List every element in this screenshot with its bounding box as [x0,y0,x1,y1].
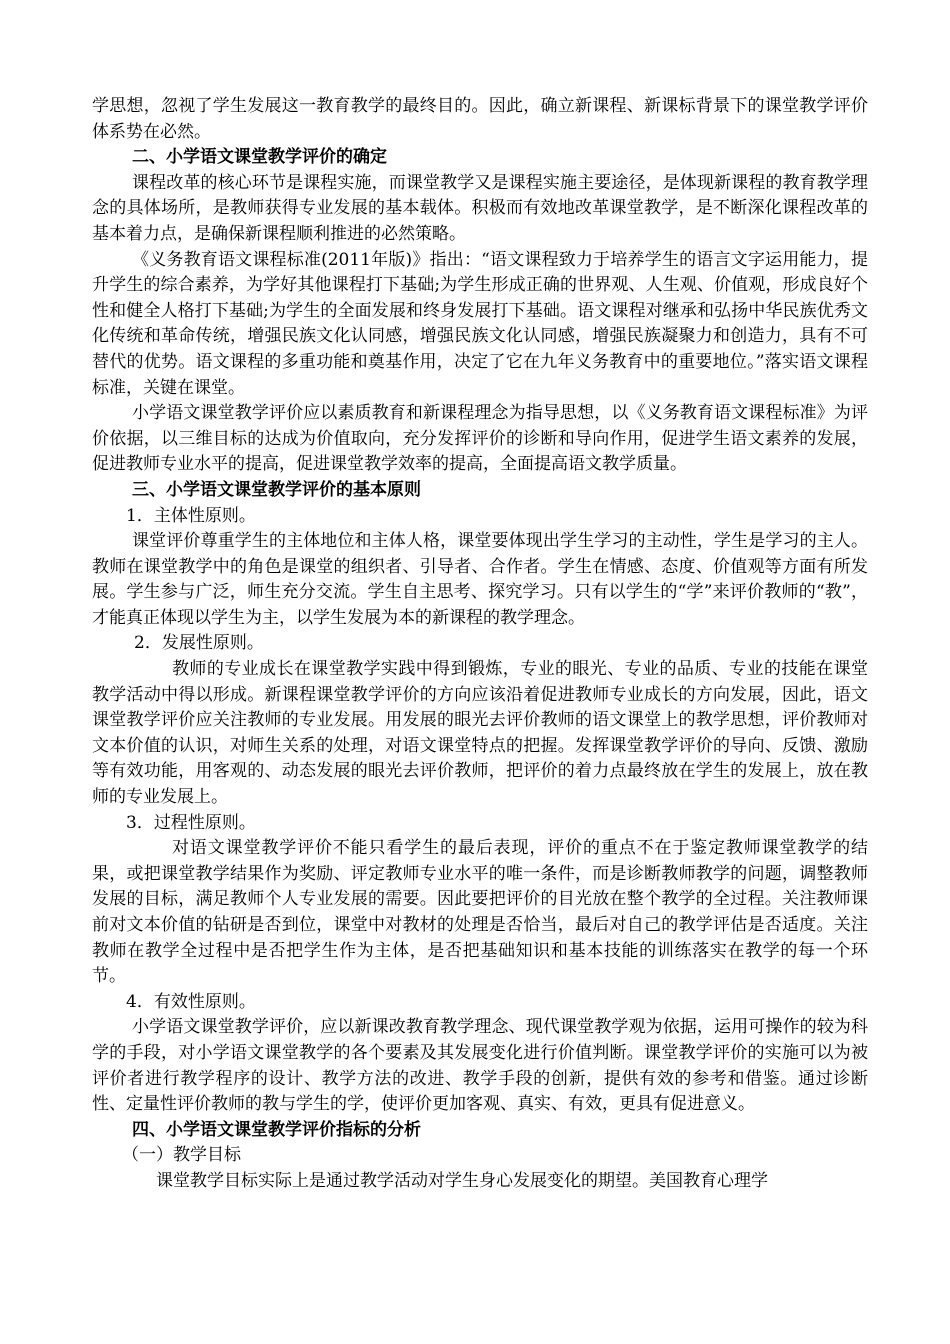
subheading-principle-4: 4．有效性原则。 [126,991,256,1012]
paragraph: 课堂评价尊重学生的主体地位和主体人格，课堂要体现出学生学习的主动性，学生是学习的主人。教师在课堂教学中的角色是课堂的组织者、引导者、合作者。学生在情感、态度、价值观等方面有所发展。学生参与广泛，师生充分交流。学生自主思考、探究学习。只有以学生的“学”来评价教师的“教”，才能真正体现以学生为主，以学生发展为本的新课程的教学理念。 [92,531,868,628]
subheading-teaching-goals: （一）教学目标 [122,1145,241,1166]
section-heading-2: 二、小学语文课堂教学评价的确定 [132,147,387,168]
subheading-principle-3: 3．过程性原则。 [126,812,256,833]
paragraph: 课堂教学目标实际上是通过教学活动对学生身心发展变化的期望。美国教育心理学 [156,1170,768,1191]
paragraph: 课程改革的核心环节是课程实施，而课堂教学又是课程实施主要途径，是体现新课程的教育教学理念的具体场所，是教师获得专业发展的基本载体。积极而有效地改革课堂教学，是不断深化课程改革的基本着力点，是确保新课程顺利推进的必然策略。 [92,172,868,244]
paragraph: 教师的专业成长在课堂教学实践中得到锻炼，专业的眼光、专业的品质、专业的技能在课堂教学活动中得以形成。新课程课堂教学评价的方向应该沿着促进教师专业成长的方向发展，因此，语文课堂教学评价应关注教师的专业发展。用发展的眼光去评价教师的语文课堂上的教学思想，评价教师对文本价值的认识，对师生关系的处理，对语文课堂特点的把握。发挥课堂教学评价的导向、反馈、激励等有效功能，用客观的、动态发展的眼光去评价教师，把评价的着力点最终放在学生的发展上，放在教师的专业发展上。 [92,659,868,808]
paragraph: 对语文课堂教学评价不能只看学生的最后表现，评价的重点不在于鉴定教师课堂教学的结果，或把课堂教学结果作为奖励、评定教师专业水平的唯一条件，而是诊断教师教学的问题，调整教师发展的目标，满足教师个人专业发展的需要。因此要把评价的目光放在整个教学的全过程。关注教师课前对文本价值的钻研是否到位，课堂中对教材的处理是否恰当，最后对自己的教学评估是否适度。关注教师在教学全过程中是否把学生作为主体，是否把基础知识和基本技能的训练落实在教学的每一个环节。 [92,838,868,987]
section-heading-4: 四、小学语文课堂教学评价指标的分析 [132,1119,421,1140]
subheading-principle-1: 1．主体性原则。 [126,505,256,526]
subheading-principle-2: 2．发展性原则。 [134,633,264,654]
document-page [92,94,868,1195]
paragraph: 学思想，忽视了学生发展这一教育教学的最终目的。因此，确立新课程、新课标背景下的课堂教学评价体系势在必然。 [92,96,868,142]
paragraph: 小学语文课堂教学评价应以素质教育和新课程理念为指导思想，以《义务教育语文课程标准》为评价依据，以三维目标的达成为价值取向，充分发挥评价的诊断和导向作用，促进学生语文素养的发展，促进教师专业水平的提高，促进课堂教学效率的提高，全面提高语文教学质量。 [92,403,868,475]
section-heading-3: 三、小学语文课堂教学评价的基本原则 [132,479,421,500]
paragraph: 小学语文课堂教学评价，应以新课改教育教学理念、现代课堂教学观为依据，运用可操作的较为科学的手段，对小学语文课堂教学的各个要素及其发展变化进行价值判断。课堂教学评价的实施可以为被评价者进行教学程序的设计、教学方法的改进、教学手段的创新，提供有效的参考和借鉴。通过诊断性、定量性评价教师的教与学生的学，使评价更加客观、真实、有效，更具有促进意义。 [92,1017,868,1115]
paragraph: 《义务教育语文课程标准(2011年版)》指出：“语文课程致力于培养学生的语言文字运用能力，提升学生的综合素养，为学好其他课程打下基础;为学生形成正确的世界观、人生观、价值观，形成良好个性和健全人格打下基础;为学生的全面发展和终身发展打下基础。语文课程对继承和弘扬中华民族优秀文化传统和革命传统，增强民族文化认同感，增强民族文化认同感，增强民族凝聚力和创造力，具有不可替代的优势。语文课程的多重功能和奠基作用，决定了它在九年义务教育中的重要地位。”落实语文课程标准，关键在课堂。 [92,249,868,398]
